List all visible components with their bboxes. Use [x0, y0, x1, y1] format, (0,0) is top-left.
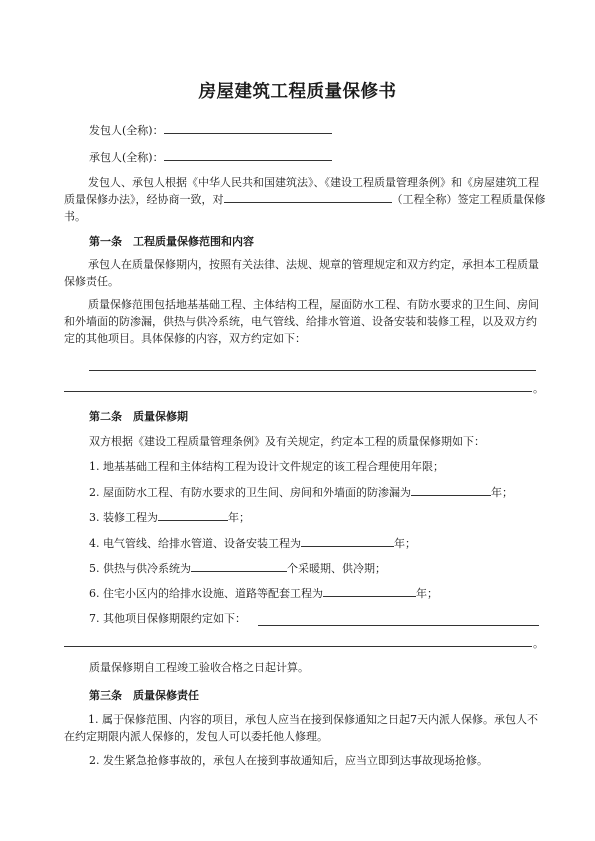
party-b-label: 承包人(全称)： [89, 151, 164, 164]
warranty-item-5-text: 5. 供热与供冷系统为 [89, 562, 191, 575]
warranty-item-3-text: 3. 装修工程为 [89, 511, 158, 524]
party-a-blank[interactable] [164, 122, 332, 134]
warranty-item-2 [89, 484, 513, 501]
warranty-item-5 [89, 560, 386, 577]
warranty-item-7: 7. 其他项目保修期限约定如下： [89, 612, 246, 625]
waterproof-years-blank[interactable] [411, 484, 491, 496]
article-3-heading: 第三条 质量保修责任 [89, 689, 199, 702]
document-title: 房屋建筑工程质量保修书 [198, 82, 397, 102]
party-b-row [89, 149, 332, 166]
intro-paragraph [64, 174, 546, 225]
other-items-blank-line-2[interactable] [64, 646, 532, 647]
heating-periods-blank[interactable] [191, 560, 287, 572]
warranty-item-3-unit: 年； [228, 511, 250, 524]
responsibility-item-1: 1. 属于保修范围、内容的项目，承包人应当在接到保修通知之日起7天内派人保修。承包人不在约定期限内派人保修的，发包人可以委托他人修理。 [64, 713, 538, 743]
party-a-row [89, 122, 332, 139]
article-1-para-2: 质量保修范围包括地基基础工程、主体结构工程，屋面防水工程、有防水要求的卫生间、房间和外墙面的防渗漏，供热与供冷系统，电气管线、给排水管道、设备安装和装修工程，以及双方约定的其他项目。具体保修的内容，双方约定如下： [64, 298, 539, 345]
warranty-item-3 [89, 509, 250, 526]
warranty-item-6-text: 6. 住宅小区内的给排水设施、道路等配套工程为 [89, 587, 323, 600]
article-2-heading: 第二条 质量保修期 [89, 410, 188, 423]
other-items-blank-line-1[interactable] [258, 625, 539, 626]
warranty-item-1: 1. 地基基础工程和主体结构工程为设计文件规定的该工程合理使用年限； [89, 460, 444, 473]
community-years-blank[interactable] [323, 585, 416, 597]
warranty-item-4 [89, 535, 416, 552]
warranty-item-4-unit: 年； [394, 537, 416, 550]
responsibility-item-2: 2. 发生紧急抢修事故的，承包人在接到事故通知后，应当立即到达事故现场抢修。 [89, 754, 488, 767]
party-a-label: 发包人(全称)： [89, 124, 164, 137]
warranty-start-note: 质量保修期自工程竣工验收合格之日起计算。 [89, 661, 309, 674]
electrical-years-blank[interactable] [301, 535, 394, 547]
decoration-years-blank[interactable] [158, 509, 228, 521]
article-1-blank-line-2[interactable] [64, 391, 532, 392]
project-name-blank[interactable] [224, 191, 392, 203]
warranty-item-4-text: 4. 电气管线、给排水管道、设备安装工程为 [89, 537, 301, 550]
warranty-item-6-unit: 年； [416, 587, 438, 600]
party-b-blank[interactable] [164, 149, 332, 161]
warranty-item-6 [89, 585, 438, 602]
warranty-item-2-unit: 年； [491, 486, 513, 499]
warranty-item-5-unit: 个采暖期、供冷期； [287, 562, 386, 575]
article-2-end-mark: 。 [533, 637, 544, 650]
article-1-blank-line-1[interactable] [89, 370, 536, 371]
article-1-para-1: 承包人在质量保修期内，按照有关法律、法规、规章的管理规定和双方约定，承担本工程质量保修责任。 [64, 258, 539, 288]
article-1-end-mark: 。 [533, 382, 544, 395]
intro-text-2: （工程全称）签定工程质量保修书。 [64, 193, 546, 223]
warranty-item-2-text: 2. 屋面防水工程、有防水要求的卫生间、房间和外墙面的防渗漏为 [89, 486, 411, 499]
article-1-heading: 第一条 工程质量保修范围和内容 [89, 235, 254, 248]
article-2-intro: 双方根据《建设工程质量管理条例》及有关规定，约定本工程的质量保修期如下： [89, 435, 485, 448]
intro-text-1: 发包人、承包人根据《中华人民共和国建筑法》、《建设工程质量管理条例》和《房屋建筑工程质量保修办法》，经协商一致，对 [64, 176, 539, 206]
